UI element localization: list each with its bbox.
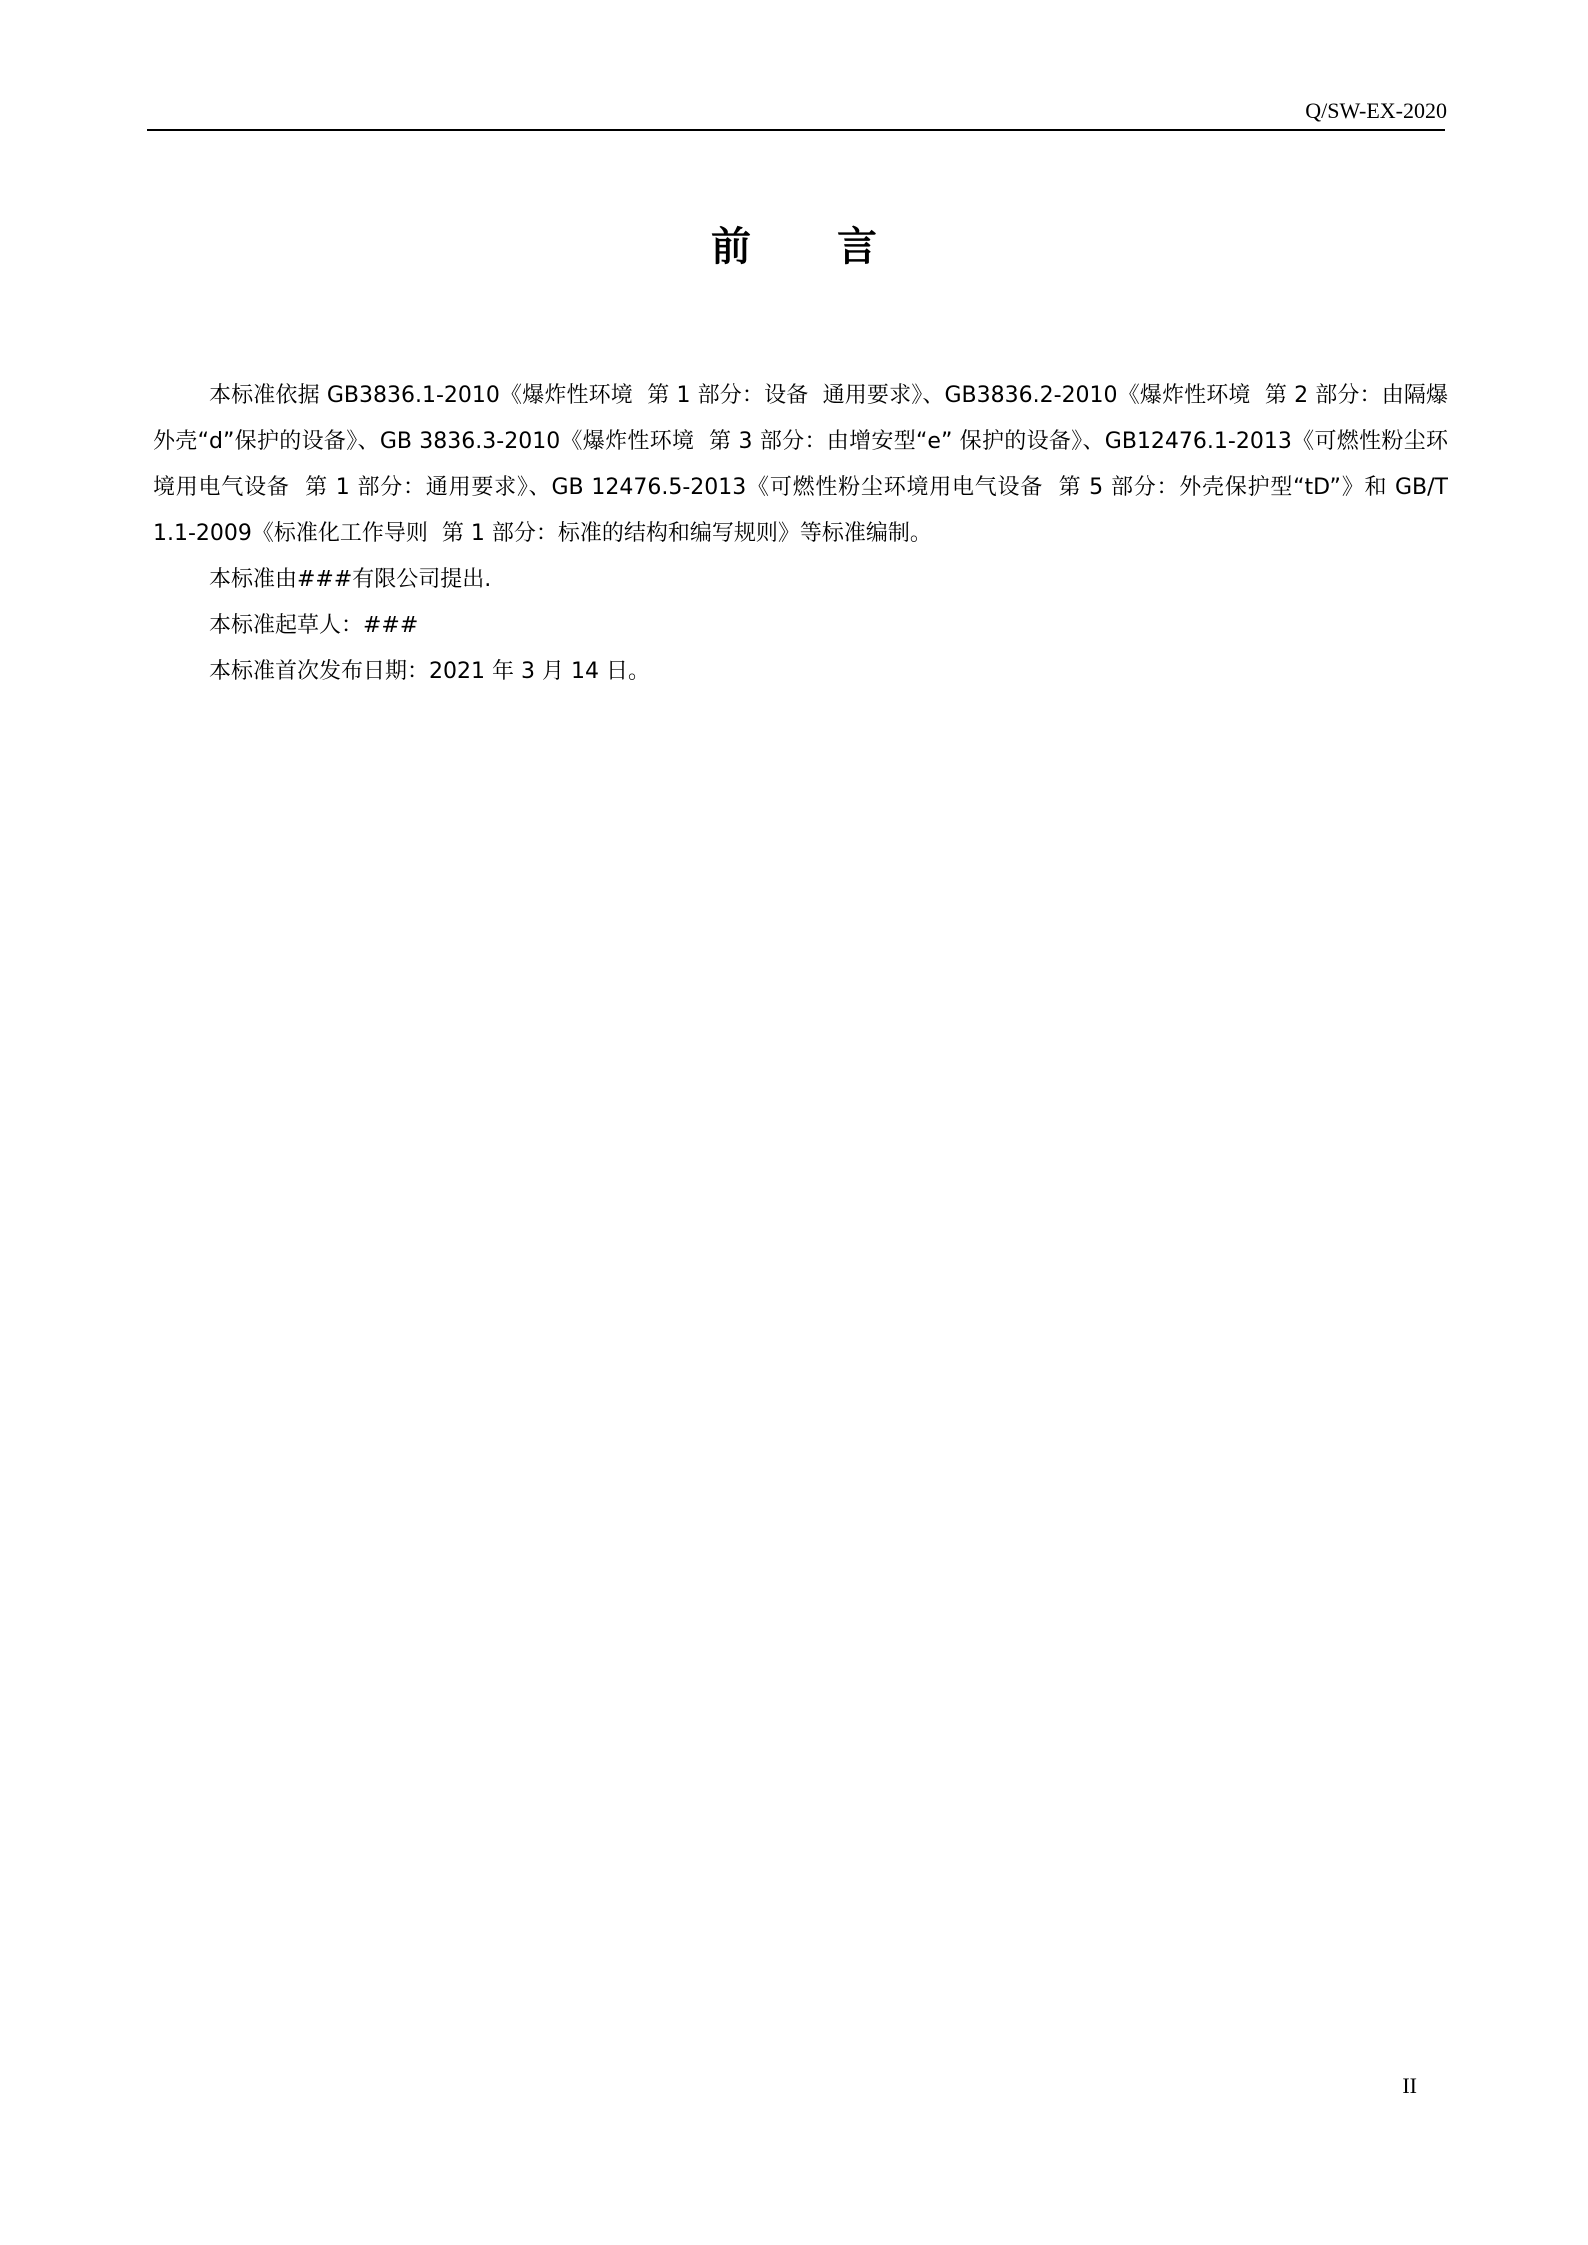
- paragraph-basis: 本标准依据 GB3836.1-2010《爆炸性环境 第 1 部分：设备 通用要求》、GB3836.2-2010《爆炸性环境 第 2 部分：由隔爆外壳“d”保护的设备》、GB 3836.3-2010《爆炸性环境 第 3 部分：由增安型“e” 保护的设备》、GB12476.1-2013《可燃性粉尘环境用电气设备 第 1 部分：通用要求》、GB 12476.5-2013《可燃性粉尘环境用电气设备 第 5 部分：外壳保护型“tD”》和 GB/T 1.1-2009《标准化工作导则 第 1 部分：标准的结构和编写规则》等标准编制。: [153, 383, 1455, 546]
- document-code: Q/SW-EX-2020: [1305, 98, 1447, 123]
- header-rule: [147, 129, 1445, 131]
- page-number: II: [1402, 2073, 1417, 2098]
- foreword-body: [153, 373, 1455, 695]
- paragraph-proposer: 本标准由###有限公司提出.: [209, 567, 492, 592]
- page-title: 前言: [711, 224, 963, 270]
- paragraph-release-date: 本标准首次发布日期：2021 年 3 月 14 日。: [209, 659, 650, 684]
- paragraph-drafter: 本标准起草人：###: [209, 613, 419, 638]
